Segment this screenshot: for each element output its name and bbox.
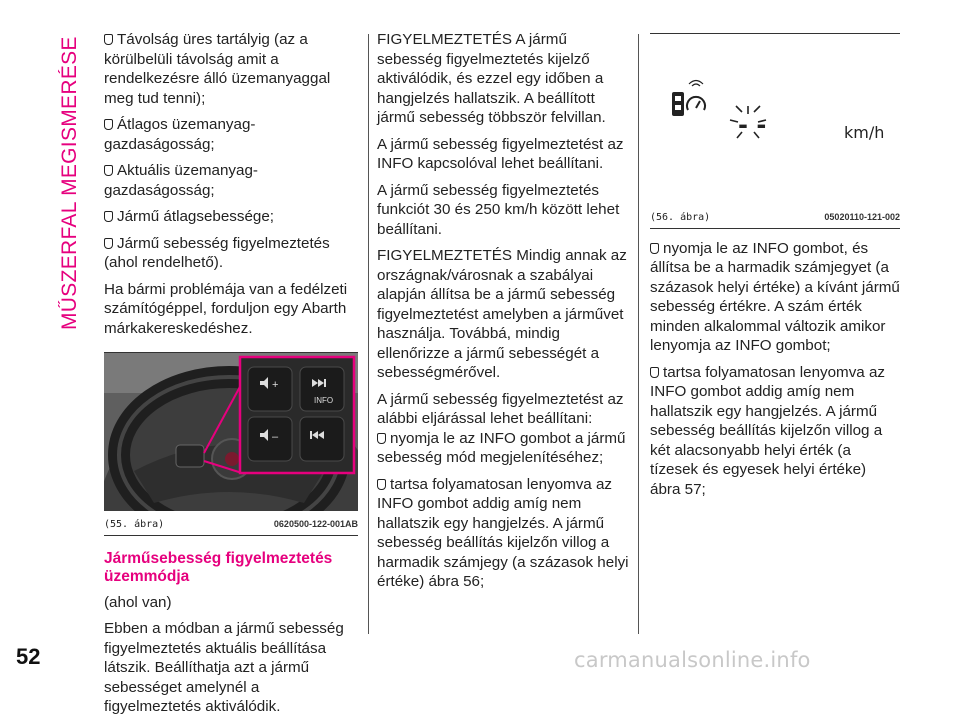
- bullet-icon: [650, 367, 659, 378]
- list-item: Átlagos üzemanyag-gazdaságosság;: [104, 116, 256, 153]
- paragraph: A jármű sebesség figyelmeztetés funkciót 30 és 250 km/h között lehet beállítani.: [377, 181, 620, 238]
- column-divider: [368, 34, 369, 634]
- figure-code: 0620500-122-001AB: [273, 519, 358, 529]
- paragraph: A jármű sebesség figyelmeztetést az alábbi eljárással lehet beállítani:: [377, 390, 624, 427]
- list-item: nyomja le az INFO gombot a jármű sebesség mód megjelenítéséhez;: [377, 429, 626, 466]
- paragraph: FIGYELMEZTETÉS A jármű sebesség figyelmeztetés kijelző aktiválódik, és ezzel egy időben a hangjelzés hallatszik. A beállított jármű sebesség többször felvillan.: [377, 31, 606, 126]
- speed-warning-icon: [672, 81, 705, 117]
- column-2: [377, 30, 631, 599]
- list-item: Jármű sebesség figyelmeztetés (ahol rendelhető).: [104, 234, 330, 271]
- list-item: nyomja le az INFO gombot, és állítsa be a harmadik számjegyet (a százasok helyi értéke) a kívánt jármű sebesség értékre. A szám érték minden alkalommal változik amikor lenyomja az INFO gombot;: [650, 239, 900, 354]
- section-title-vertical: MŰSZERFAL MEGISMERÉSE: [58, 36, 81, 330]
- bullet-icon: [650, 243, 659, 254]
- svg-text:+: +: [272, 379, 279, 391]
- figure-number: (55. ábra): [104, 519, 165, 530]
- figure-number: (56. ábra): [650, 212, 711, 223]
- svg-text:–: –: [272, 431, 279, 443]
- figure-caption: [104, 511, 358, 535]
- speed-warning-display-figure: [650, 34, 900, 204]
- display-unit: km/h: [844, 123, 885, 142]
- watermark: carmanualsonline.info: [574, 648, 811, 672]
- bullet-icon: [377, 479, 386, 490]
- bullet-icon: [104, 165, 113, 176]
- column-1: [104, 30, 358, 724]
- figure-caption: [650, 204, 900, 228]
- steering-wheel-figure: [104, 353, 358, 511]
- paragraph: Ebben a módban a jármű sebesség figyelmeztetés aktuális beállítása látszik. Beállíthatja azt a jármű sebességet amelynél a figyelmeztetés aktiválódik.: [104, 620, 344, 715]
- bullet-icon: [104, 238, 113, 249]
- list-item: Jármű átlagsebessége;: [104, 207, 358, 227]
- info-button-label: INFO: [314, 396, 334, 405]
- paragraph: A jármű sebesség figyelmeztetést az INFO kapcsolóval lehet beállítani.: [377, 135, 624, 172]
- list-item: Aktuális üzemanyag-gazdaságosság;: [104, 162, 258, 199]
- column-3: [650, 30, 900, 506]
- bullet-icon: [377, 433, 386, 444]
- paragraph: (ahol van): [104, 593, 172, 611]
- figure-56: [650, 33, 900, 229]
- page-number: 52: [16, 644, 41, 669]
- bullet-icon: [104, 119, 113, 130]
- list-item: tartsa folyamatosan lenyomva az INFO gombot addig amíg nem hallatszik egy hangjelzés. A jármű sebesség beállítás kijelzőn villog a két alacsonyabb helyi érték (a tízesek és egyesek helyi értéke) ábra 57;: [650, 363, 886, 498]
- figure-55: [104, 352, 358, 536]
- column-divider: [638, 34, 639, 634]
- display-dashes: - -: [738, 111, 767, 139]
- paragraph: Ha bármi problémája van a fedélzeti számítógéppel, forduljon egy Abarth márkakereskedéshez.: [104, 280, 348, 337]
- section-heading: Járműsebesség figyelmeztetés üzemmódja: [104, 549, 333, 585]
- paragraph: FIGYELMEZTETÉS Mindig annak az országnak/városnak a szabályai alapján állítsa be a jármű sebesség figyelmeztetést amelyben a járművet használja. Továbbá, mindig ellenőrizze a jármű sebességét a sebességmérővel.: [377, 247, 627, 381]
- list-item: tartsa folyamatosan lenyomva az INFO gombot addig amíg nem hallatszik egy hangjelzés. A jármű sebesség beállítás kijelzőn villog a harmadik számjegy (a százasok helyi értéke) ábra 56;: [377, 475, 629, 590]
- list-item: Távolság üres tartályig (az a körülbelüli távolság amit a rendelkezésre álló üzemanyaggal meg tud tenni);: [104, 31, 331, 107]
- bullet-icon: [104, 211, 113, 222]
- bullet-icon: [104, 34, 113, 45]
- figure-code: 05020110-121-002: [824, 212, 900, 222]
